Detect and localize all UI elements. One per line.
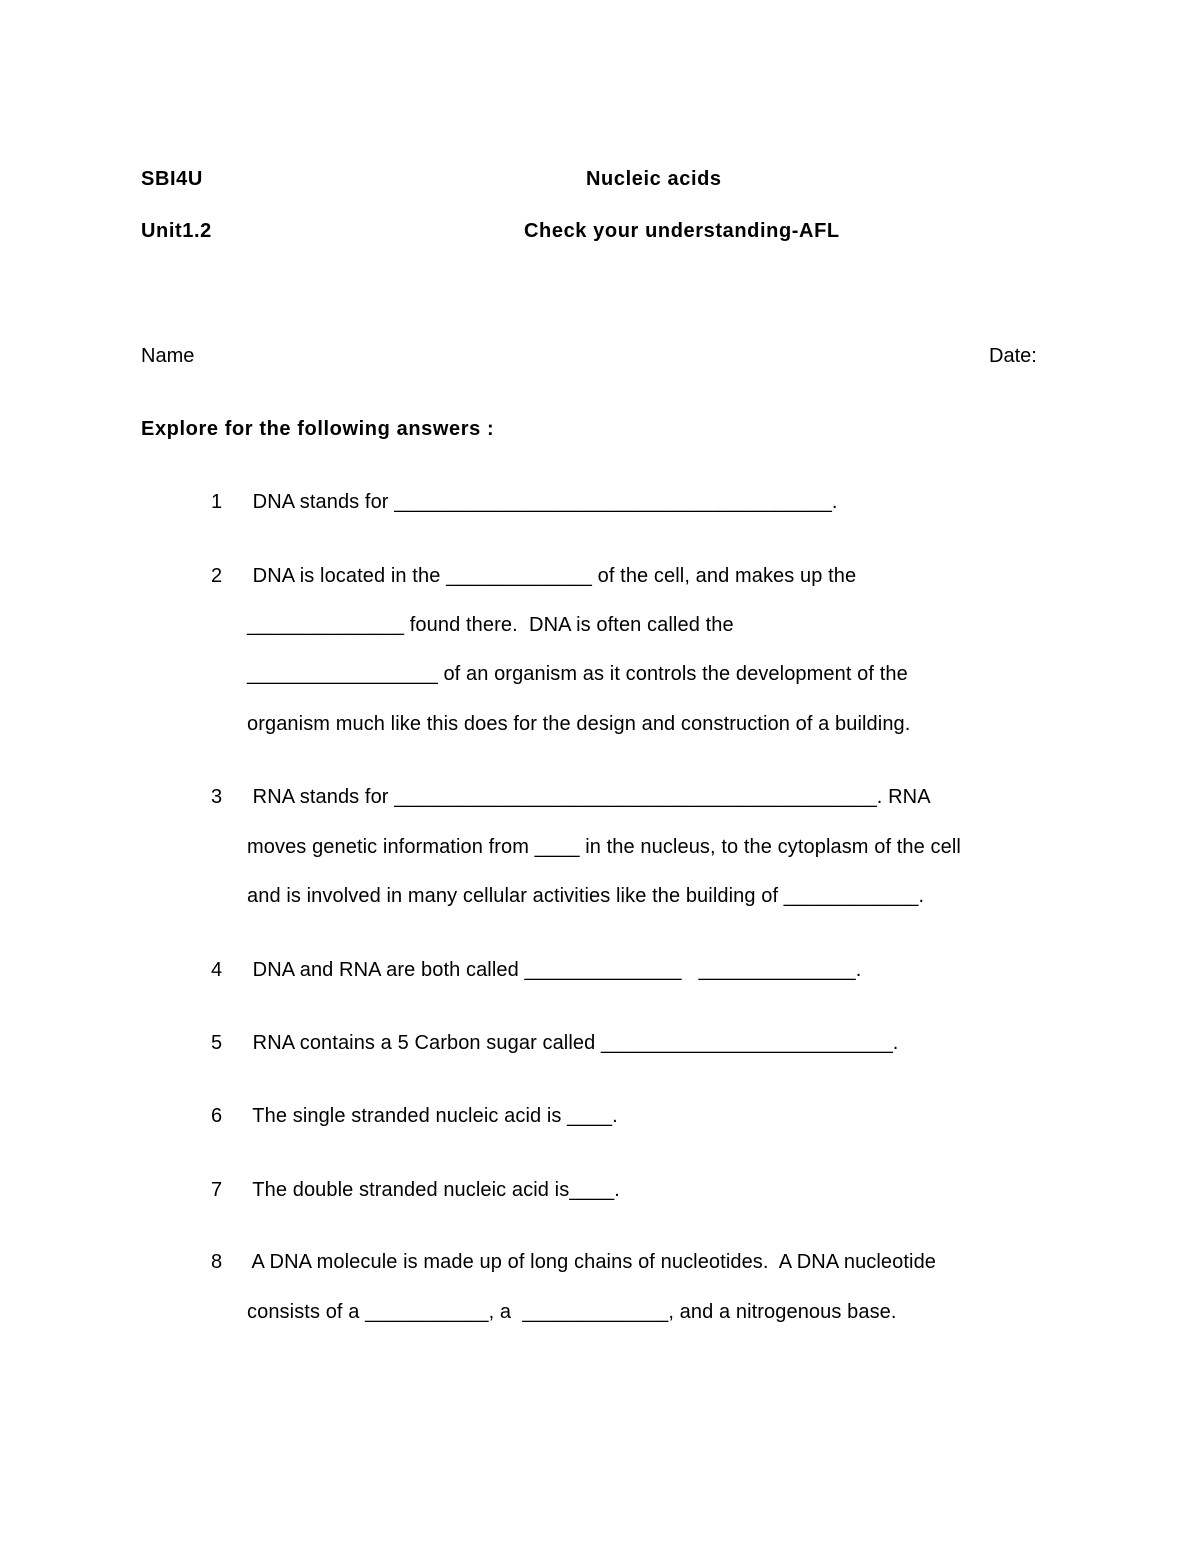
question-number: 6 xyxy=(211,1105,223,1127)
question-number: 8 xyxy=(211,1251,223,1273)
question-line: RNA stands for ___________________________________________. RNA xyxy=(247,786,931,808)
question-line: The single stranded nucleic acid is ____. xyxy=(247,1105,618,1127)
question-line: and is involved in many cellular activities like the building of ____________. xyxy=(247,885,925,907)
question-line: The double stranded nucleic acid is____. xyxy=(247,1179,620,1201)
question-line: A DNA molecule is made up of long chains of nucleotides. A DNA nucleotide xyxy=(247,1251,937,1273)
instructions-heading: Explore for the following answers : xyxy=(141,418,495,440)
unit-label: Unit1.2 xyxy=(141,220,212,242)
question-line: ______________ found there. DNA is often called the xyxy=(247,614,734,636)
question-line: organism much like this does for the design and construction of a building. xyxy=(247,713,911,735)
question-line: DNA and RNA are both called ______________ ______________. xyxy=(247,959,862,981)
question-number: 3 xyxy=(211,786,223,808)
question-line: _________________ of an organism as it controls the development of the xyxy=(247,663,908,685)
question-number: 2 xyxy=(211,565,223,587)
worksheet-title: Nucleic acids xyxy=(586,168,722,190)
question-number: 4 xyxy=(211,959,223,981)
date-label: Date: xyxy=(989,345,1037,367)
question-line: RNA contains a 5 Carbon sugar called __________________________. xyxy=(247,1032,899,1054)
question-line: consists of a ___________, a _____________, and a nitrogenous base. xyxy=(247,1301,897,1323)
worksheet-subtitle: Check your understanding-AFL xyxy=(524,220,840,242)
name-label: Name xyxy=(141,345,195,367)
question-number: 5 xyxy=(211,1032,223,1054)
course-code: SBI4U xyxy=(141,168,203,190)
question-number: 1 xyxy=(211,491,223,513)
question-number: 7 xyxy=(211,1179,223,1201)
question-line: moves genetic information from ____ in the nucleus, to the cytoplasm of the cell xyxy=(247,836,961,858)
question-line: DNA is located in the _____________ of the cell, and makes up the xyxy=(247,565,857,587)
question-line: DNA stands for _______________________________________. xyxy=(247,491,838,513)
